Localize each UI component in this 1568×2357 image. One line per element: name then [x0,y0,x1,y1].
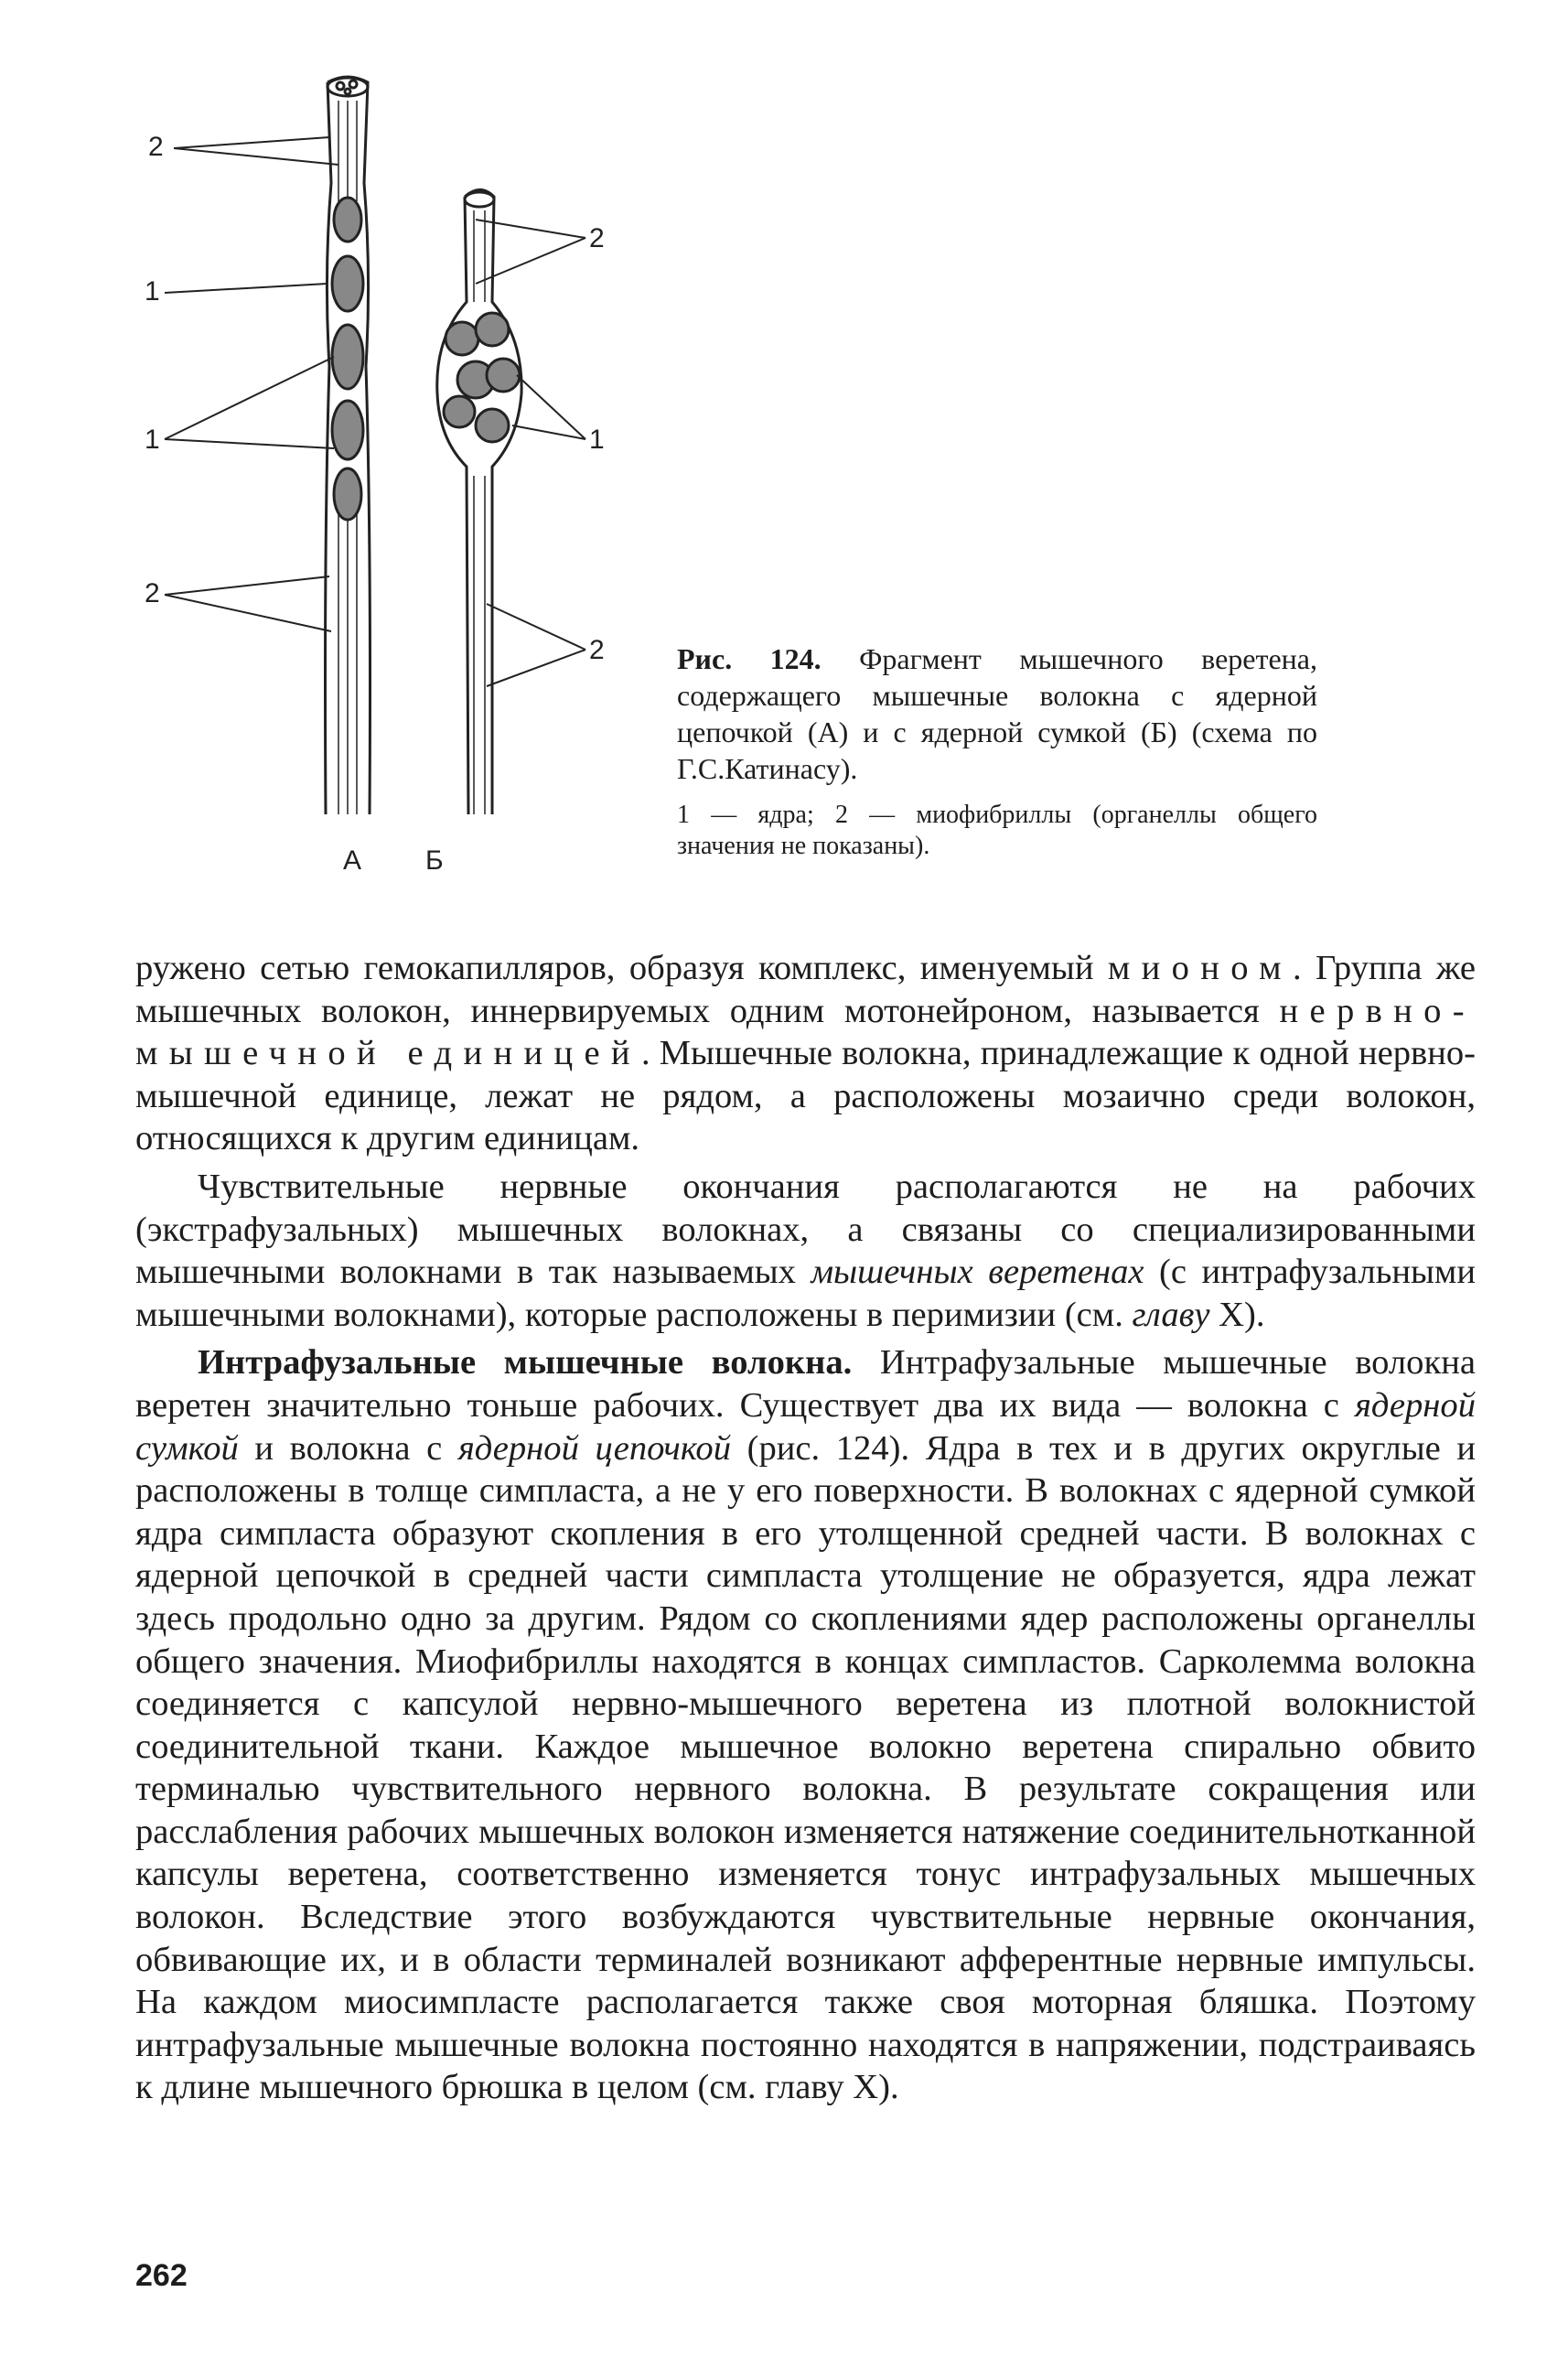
figure-124 [0,0,1568,924]
term-motor-unit: нервно-мышечной единицей [135,991,1476,1073]
caption-title [677,640,1317,787]
p3-text-b: и волокна с [238,1428,458,1468]
page-number: 262 [135,2258,188,2293]
muscle-spindle-illustration [145,64,677,906]
label-b: Б [425,845,444,876]
label-2-top-right: 2 [589,223,605,253]
label-a: А [343,845,362,876]
term-nuclear-chain: ядерной цепочкой [457,1428,731,1468]
fiber-a-nuclear-chain [326,77,371,814]
body-text [135,947,1476,2109]
fiber-b-nuclear-bag [437,190,521,815]
label-1-top-left: 1 [145,276,160,307]
caption-title-text: Фрагмент мышечного веретена, содержащего мышечные волокна с ядерной цепочкой (А) и с ядерной сумкой (Б) (схема по Г.С.Катинасу). [677,642,1317,785]
label-2-bottom-left: 2 [145,578,160,608]
paragraph-3 [135,1341,1476,2109]
p2-text-b: (с интрафузальными мышечными волокнами), которые расположены в перимизии (см. [135,1253,1476,1334]
p1-text-c: . Мышечные волокна, принадлежащие к одной нервно-мышечной единице, лежат не рядом, а расположены мозаично среди волокон, относящихся к другим единицам. [135,1034,1477,1158]
paragraph-1 [135,947,1476,1160]
figure-caption [677,640,1317,862]
label-1-mid-left: 1 [145,425,160,455]
label-2-top-left: 2 [148,132,164,162]
p2-text-a: Чувствительные нервные окончания располагаются не на рабочих (экстрафузальных) мышечных волокнах, а связаны со специализированными мышечными волокнами в так называемых [135,1167,1476,1292]
leader-lines [165,137,585,686]
paragraph-2 [135,1166,1476,1336]
p3-text-c: (рис. 124). Ядра в тех и в других округлые и расположены в толще симпласта, а не у его поверхности. В волокнах с ядерной сумкой ядра симпласта образуют скопления в его утолщенной средней части. В волокнах с ядерной цепочкой в средней части симпласта утолщение не образуется, ядра лежат здесь продольно одно за другим. Рядом со скоплениями ядер расположены органеллы общего значения. Миофибриллы находятся в концах симпластов. Сарколемма волокна соединяется с капсулой нервно-мышечного веретена из плотной волокнистой соединительной ткани. Каждое мышечное волокно веретена спирально обвито терминалью чувствительного нервного волокна. В результате сокращения или расслабления рабочих мышечных волокон изменяется натяжение соединительнотканной капсулы веретена, соответственно изменяется тонус интрафузальных мышечных волокон. Вследствие этого возбуждаются чувствительные нервные окончания, обвивающие их, и в области терминалей возникают афферентные нервные импульсы. На каждом миосимпласте располагается также своя моторная бляшка. Поэтому интрафузальные мышечные волокна постоянно находятся в напряжении, подстраиваясь к длине мышечного брюшка в целом (см. главу X). [135,1428,1476,2107]
p1-text-a: ружено сетью гемокапилляров, образуя комплекс, именуемый [135,949,1108,987]
caption-legend: 1 — ядра; 2 — миофибриллы (органеллы общего значения не показаны). [677,801,1317,860]
term-mion: мионом [1107,949,1293,987]
ref-chapter: главу [1132,1295,1210,1334]
section-heading: Интрафузальные мышечные волокна. [198,1343,853,1383]
p3-text-a: Интрафузальные мышечные волокна веретен значительно тоньше рабочих. Существует два их вида — волокна с [135,1343,1476,1425]
label-1-right: 1 [589,425,605,455]
label-2-bottom-right: 2 [589,635,605,665]
p2-text-c: X). [1209,1295,1265,1334]
p1-text-b: . Группа же мышечных волокон, иннервируемых одним мотонейроном, называется [135,949,1476,1030]
term-muscle-spindles: мышечных веретенах [811,1253,1144,1292]
term-nuclear-bag: ядерной сумкой [135,1385,1476,1468]
caption-figure-number: Рис. 124. [677,642,822,675]
